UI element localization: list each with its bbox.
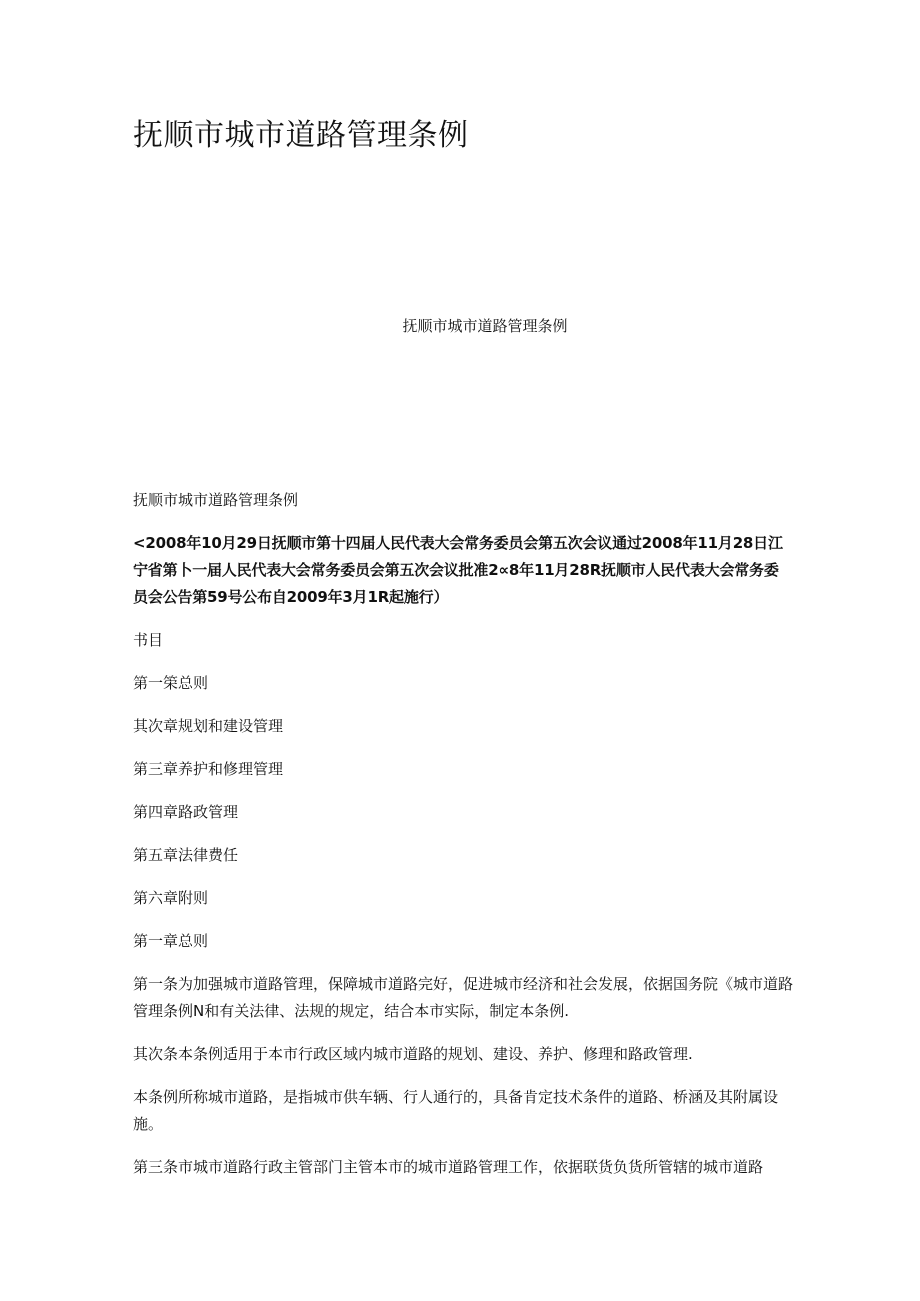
toc-item: 第四章路政管理 [133,803,239,821]
preamble: <2008年10月29日抚顺市第十四届人民代表大会常务委员会第五次会议通过2008年11月28日江宁省第卜一届人民代表大会常务委员会第五次会议批准2∝8年11月28R抚顺市人民代表大会常务委员会公告第59号公布自2009年3月1R起施行） [133,534,783,606]
toc-heading: 书目 [133,631,164,649]
toc-item: 第六章附则 [133,889,209,907]
article-paragraph: 第一条为加强城市道路管理，保障城市道路完好，促进城市经济和社会发展，依据国务院《城市道路管理条例N和有关法律、法规的规定，结合本市实际，制定本条例. [133,975,794,1020]
toc-item: 第五章法律费任 [133,846,239,864]
document-subtitle: 抚顺市城市道路管理条例 [402,317,568,335]
section-title: 抚顺市城市道路管理条例 [133,491,299,509]
article-paragraph: 本条例所称城市道路，是指城市供车辆、行人通行的，具备肯定技术条件的道路、桥涵及其附属设施。 [133,1088,779,1133]
toc-item: 其次章规划和建设管理 [133,717,284,735]
toc-item: 第一筞总则 [133,674,209,692]
article-paragraph: 第三条市城市道路行政主管部门主管本市的城市道路管理工作，依据联货负货所管辖的城市道路 [133,1158,764,1176]
toc-item: 第三章养护和修理管理 [133,760,284,778]
document-title: 抚顺市城市道路管理条例 [133,118,469,153]
document-body [133,487,793,1197]
chapter-heading: 第一章总则 [133,932,209,950]
article-paragraph: 其次条本条例适用于本市行政区域内城市道路的规划、建设、养护、修理和路政管理. [133,1045,693,1063]
